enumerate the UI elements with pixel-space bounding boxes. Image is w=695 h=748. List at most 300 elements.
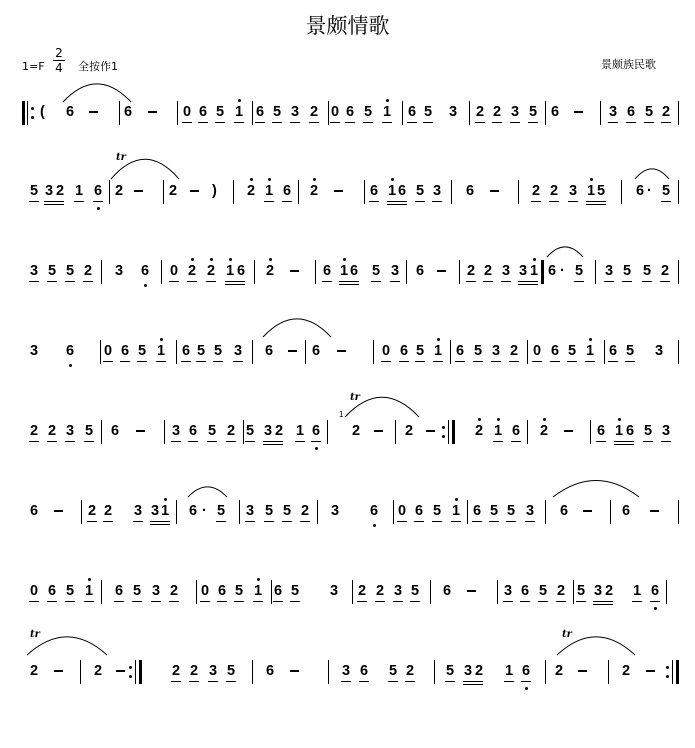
note: 6: [512, 423, 521, 439]
note: 3: [391, 263, 400, 279]
note: 1: [388, 183, 397, 199]
underline-beam: [661, 122, 671, 123]
note: 6: [66, 343, 75, 359]
barline: [177, 101, 178, 125]
note: 3: [342, 663, 351, 679]
underline-beam: [614, 441, 634, 442]
barline: [81, 500, 82, 524]
underline-beam: [407, 122, 417, 123]
underline-beam: [491, 361, 501, 362]
repeat-dot: [129, 666, 132, 669]
sustain-dash: [290, 670, 299, 672]
sustain-dash: [426, 430, 435, 432]
underline-beam: [506, 521, 516, 522]
underline-beam: [114, 601, 124, 602]
sustain-dash: [190, 190, 199, 192]
underline-beam: [504, 681, 514, 682]
note: 3: [152, 583, 161, 599]
note: 5: [662, 183, 671, 199]
underline-beam: [568, 201, 578, 202]
note: 5: [490, 503, 499, 519]
sustain-dash: [578, 670, 587, 672]
slur-path: [111, 159, 179, 179]
sustain-dash: [646, 670, 655, 672]
note: 3: [115, 263, 124, 279]
barline: [678, 180, 679, 204]
sustain-dash: [583, 510, 592, 512]
note: 3: [394, 583, 403, 599]
note: 5: [291, 583, 300, 599]
note: 2: [605, 583, 614, 599]
note: 5: [48, 263, 57, 279]
note: 6: [237, 263, 246, 279]
high-octave-dot: [343, 258, 346, 261]
note: 2: [104, 503, 113, 519]
note: 2: [476, 104, 485, 120]
repeat-dot: [129, 675, 132, 678]
note: 3: [264, 423, 273, 439]
underline-beam: [475, 122, 485, 123]
high-octave-dot: [590, 178, 593, 181]
high-octave-dot: [210, 258, 213, 261]
underline-beam: [339, 281, 359, 282]
underline-beam: [120, 361, 130, 362]
underline-beam: [359, 681, 369, 682]
note: 6: [48, 583, 57, 599]
note: 6: [323, 263, 332, 279]
note: 5: [273, 104, 282, 120]
note: 6: [400, 343, 409, 359]
note: 3: [605, 263, 614, 279]
note: 6: [189, 423, 198, 439]
note: 2: [56, 183, 65, 199]
underline-beam: [93, 201, 103, 202]
underline-beam: [375, 601, 385, 602]
underline-beam: [282, 201, 292, 202]
note: 2: [94, 663, 103, 679]
note: 2: [88, 503, 97, 519]
trill-mark: tr: [116, 152, 126, 163]
score-system: [0, 152, 695, 242]
slur-path: [553, 481, 639, 498]
underline-beam: [189, 681, 199, 682]
underline-beam: [290, 122, 300, 123]
notation-symbol: ·: [560, 263, 565, 279]
underline-beam: [65, 441, 75, 442]
underline-beam: [451, 521, 461, 522]
note: 2: [352, 423, 361, 439]
low-octave-dot: [144, 284, 147, 287]
underline-beam: [556, 601, 566, 602]
note: 6: [560, 503, 569, 519]
low-octave-dot: [315, 447, 318, 450]
slur-arc: [62, 79, 132, 103]
high-octave-dot: [160, 338, 163, 341]
note: 3: [330, 583, 339, 599]
barline: [545, 500, 546, 524]
high-octave-dot: [618, 418, 621, 421]
note: 2: [467, 263, 476, 279]
underline-beam: [382, 122, 392, 123]
barline: [678, 260, 679, 284]
note: 6: [256, 104, 265, 120]
note: 3: [234, 343, 243, 359]
underline-beam: [84, 441, 94, 442]
barline: [608, 660, 609, 684]
underline-beam: [433, 361, 443, 362]
high-octave-dot: [313, 178, 316, 181]
time-signature-top: 2: [55, 46, 63, 60]
underline-beam: [207, 441, 217, 442]
underline-beam: [608, 122, 618, 123]
barline: [164, 420, 165, 444]
barline: [298, 180, 299, 204]
underline-beam: [650, 601, 660, 602]
score-system: [0, 629, 695, 722]
note: 6: [283, 183, 292, 199]
note: 6: [370, 503, 379, 519]
low-octave-dot: [373, 524, 376, 527]
underline-beam: [29, 601, 39, 602]
high-octave-dot: [238, 99, 241, 102]
underline-beam: [415, 201, 425, 202]
underline-beam: [501, 281, 511, 282]
barline: [317, 500, 318, 524]
note: 3: [519, 263, 528, 279]
underline-beam: [661, 441, 671, 442]
sustain-dash: [574, 111, 583, 113]
repeat-start-thin: [27, 101, 28, 125]
underline-beam: [493, 441, 503, 442]
note: 5: [217, 503, 226, 519]
note: 5: [446, 663, 455, 679]
barline: [80, 660, 81, 684]
note: 5: [474, 343, 483, 359]
note: 2: [170, 583, 179, 599]
note: 6: [370, 183, 379, 199]
underline-beam: [341, 681, 351, 682]
sustain-dash: [650, 510, 659, 512]
barline: [545, 660, 546, 684]
barline: [610, 500, 611, 524]
underline-beam: [282, 521, 292, 522]
note: 3: [331, 503, 340, 519]
low-octave-dot: [525, 687, 528, 690]
underline-beam: [198, 122, 208, 123]
note: 6: [199, 104, 208, 120]
high-octave-dot: [268, 178, 271, 181]
repeat-dot: [442, 435, 445, 438]
underline-beam: [182, 122, 192, 123]
high-octave-dot: [250, 178, 253, 181]
underline-beam: [660, 281, 670, 282]
high-octave-dot: [497, 418, 500, 421]
underline-beam: [642, 281, 652, 282]
underline-beam: [586, 201, 606, 202]
barline: [315, 260, 316, 284]
note: 5: [577, 583, 586, 599]
underline-beam: [432, 201, 442, 202]
underline-beam: [233, 361, 243, 362]
note: 1: [340, 263, 349, 279]
note: 6: [346, 104, 355, 120]
underline-beam: [518, 284, 538, 285]
underline-beam: [410, 601, 420, 602]
note: 0: [533, 343, 542, 359]
underline-beam: [225, 281, 245, 282]
barline: [604, 340, 605, 364]
note: 2: [188, 263, 197, 279]
slur-path: [188, 487, 227, 497]
barline: [678, 101, 679, 125]
barline: [305, 340, 306, 364]
note: 2: [247, 183, 256, 199]
note: 2: [662, 104, 671, 120]
barline: [459, 260, 460, 284]
note: 6: [124, 104, 133, 120]
sustain-dash: [290, 270, 299, 272]
barline: [545, 101, 546, 125]
key-signature: 1=F: [22, 60, 45, 73]
barline: [252, 660, 253, 684]
repeat-end-thin: [448, 420, 449, 444]
underline-beam: [622, 281, 632, 282]
repeat-end-thick: [139, 660, 142, 684]
underline-beam: [169, 281, 179, 282]
slur-arc: [634, 166, 670, 180]
underline-beam: [187, 281, 197, 282]
note: 2: [310, 104, 319, 120]
note: 1: [587, 183, 596, 199]
note: 5: [265, 503, 274, 519]
barline: [239, 500, 240, 524]
underline-beam: [466, 281, 476, 282]
sustain-dash: [148, 111, 157, 113]
note: 2: [475, 423, 484, 439]
note: 5: [197, 343, 206, 359]
note: 5: [507, 503, 516, 519]
slur-path: [547, 247, 583, 257]
barline: [469, 101, 470, 125]
barline: [393, 500, 394, 524]
slur-path: [63, 84, 131, 102]
note: 3: [449, 104, 458, 120]
underline-beam: [196, 361, 206, 362]
instrument-note: 全按作1: [78, 60, 118, 73]
underline-beam: [473, 361, 483, 362]
underline-beam: [381, 361, 391, 362]
note: 5: [85, 423, 94, 439]
underline-beam: [463, 684, 483, 685]
note: 2: [661, 263, 670, 279]
underline-beam: [300, 521, 310, 522]
barline: [497, 580, 498, 604]
barline: [402, 101, 403, 125]
note: 2: [540, 423, 549, 439]
trill-mark: tr: [30, 629, 40, 640]
notation-symbol: ·: [202, 503, 207, 519]
repeat-start-thick: [22, 101, 25, 125]
note: 1: [383, 104, 392, 120]
note: 3: [492, 343, 501, 359]
repeat-end-thin: [672, 660, 673, 684]
underline-beam: [311, 441, 321, 442]
note: 0: [398, 503, 407, 519]
slur-arc: [187, 484, 228, 498]
underline-beam: [132, 601, 142, 602]
barline: [527, 420, 528, 444]
underline-beam: [295, 441, 305, 442]
note: 2: [310, 183, 319, 199]
high-octave-dot: [191, 258, 194, 261]
underline-beam: [206, 281, 216, 282]
barline: [450, 340, 451, 364]
note: 6: [115, 583, 124, 599]
note: 5: [575, 263, 584, 279]
barline: [101, 580, 102, 604]
note: 1: [226, 263, 235, 279]
note: 1: [434, 343, 443, 359]
high-octave-dot: [391, 178, 394, 181]
underline-beam: [492, 122, 502, 123]
note: 5: [372, 263, 381, 279]
barline: [252, 340, 253, 364]
note: 6: [182, 343, 191, 359]
note: 5: [133, 583, 142, 599]
note: 2: [475, 663, 484, 679]
note: 3: [45, 183, 54, 199]
note: 3: [66, 423, 75, 439]
high-octave-dot: [478, 418, 481, 421]
note: 6: [415, 503, 424, 519]
underline-beam: [322, 281, 332, 282]
sustain-dash: [134, 190, 143, 192]
underline-beam: [643, 441, 653, 442]
note: 6: [218, 583, 227, 599]
note: 5: [214, 343, 223, 359]
underline-beam: [47, 601, 57, 602]
note: 1: [75, 183, 84, 199]
underline-beam: [171, 441, 181, 442]
note: 6: [274, 583, 283, 599]
notation-symbol: ·: [647, 183, 652, 199]
underline-beam: [586, 204, 606, 205]
note: 3: [172, 423, 181, 439]
underline-beam: [339, 284, 359, 285]
underline-beam: [150, 524, 170, 525]
underline-beam: [614, 444, 634, 445]
underline-beam: [387, 204, 407, 205]
underline-beam: [371, 281, 381, 282]
underline-beam: [188, 441, 198, 442]
note: 2: [190, 663, 199, 679]
underline-beam: [550, 361, 560, 362]
high-octave-dot: [164, 498, 167, 501]
repeat-dot: [442, 426, 445, 429]
note: 6: [66, 104, 75, 120]
note: 0: [201, 583, 210, 599]
underline-beam: [150, 521, 170, 522]
score-system: [0, 502, 695, 562]
underline-beam: [644, 122, 654, 123]
underline-beam: [330, 122, 340, 123]
note: 1: [85, 583, 94, 599]
note: 6: [30, 503, 39, 519]
note: 6: [141, 263, 150, 279]
underline-beam: [390, 281, 400, 282]
slur-path: [635, 169, 669, 179]
note: 5: [416, 183, 425, 199]
underline-beam: [625, 361, 635, 362]
sustain-dash: [564, 430, 573, 432]
underline-beam: [472, 521, 482, 522]
time-signature: [53, 46, 65, 75]
underline-beam: [245, 441, 255, 442]
note: 5: [416, 343, 425, 359]
note: 6: [551, 104, 560, 120]
note: 5: [597, 183, 606, 199]
sustain-dash: [136, 430, 145, 432]
volta-number: 1: [339, 410, 344, 419]
note: 2: [84, 263, 93, 279]
underline-beam: [181, 361, 191, 362]
underline-beam: [200, 601, 210, 602]
note: 2: [115, 183, 124, 199]
high-octave-dot: [88, 578, 91, 581]
note: 2: [405, 423, 414, 439]
underline-beam: [531, 201, 541, 202]
note: 0: [331, 104, 340, 120]
note: 3: [464, 663, 473, 679]
note: 2: [532, 183, 541, 199]
underline-beam: [213, 361, 223, 362]
song-title: 景颇情歌: [305, 14, 390, 38]
underline-beam: [87, 521, 97, 522]
barline: [161, 260, 162, 284]
high-octave-dot: [229, 258, 232, 261]
note: 1: [296, 423, 305, 439]
barline: [254, 260, 255, 284]
note: 6: [350, 263, 359, 279]
note: 5: [208, 423, 217, 439]
underline-beam: [215, 122, 225, 123]
repeat-dot: [666, 675, 669, 678]
underline-beam: [521, 681, 531, 682]
note: 2: [550, 183, 559, 199]
high-octave-dot: [269, 258, 272, 261]
note: 5: [411, 583, 420, 599]
barline: [590, 420, 591, 444]
note: 2: [358, 583, 367, 599]
note: 1: [265, 183, 274, 199]
note: 3: [504, 583, 513, 599]
note: 6: [466, 183, 475, 199]
note: 3: [526, 503, 535, 519]
note: 0: [382, 343, 391, 359]
note: 2: [48, 423, 57, 439]
repeat-dot: [666, 666, 669, 669]
underline-beam: [414, 521, 424, 522]
note: 3: [30, 263, 39, 279]
note: 2: [301, 503, 310, 519]
slur-arc: [262, 314, 332, 338]
score-system: [0, 392, 695, 482]
note: 3: [246, 503, 255, 519]
note: 5: [539, 583, 548, 599]
underline-beam: [445, 681, 455, 682]
underline-beam: [574, 281, 584, 282]
note: 0: [104, 343, 113, 359]
